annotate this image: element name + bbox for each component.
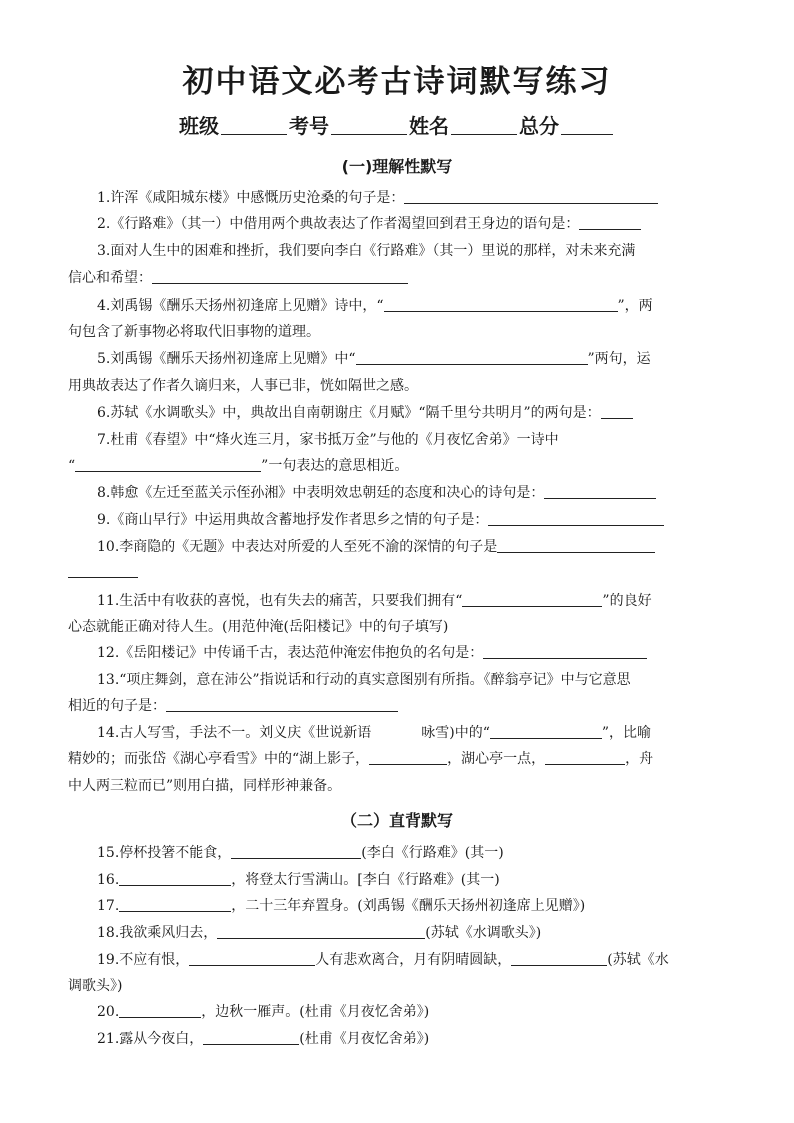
question-text: 人有悲欢离合，月有阴晴圆缺， [315, 952, 512, 968]
answer-blank[interactable] [404, 189, 658, 204]
question-7-cont [68, 456, 408, 476]
answer-blank[interactable] [579, 215, 641, 230]
class-blank[interactable] [221, 116, 287, 135]
question-text: 6.苏轼《水调歌头》中，典故出自南朝谢庄《月赋》“隔千里兮共明月”的两句是： [97, 405, 601, 421]
exam-number-label: 考号 [289, 114, 329, 138]
class-label: 班级 [179, 114, 219, 138]
section-heading-recitation: （二）直背默写 [340, 811, 453, 830]
answer-blank[interactable] [68, 563, 138, 578]
question-5 [97, 349, 651, 369]
question-text: 21.露从今夜白， [97, 1031, 204, 1047]
answer-blank[interactable] [497, 538, 655, 553]
answer-blank[interactable] [545, 750, 625, 765]
question-text: 咏雪)中的“ [421, 725, 490, 741]
question-9 [97, 510, 664, 530]
question-text: (苏轼《水调歌头》) [425, 925, 542, 941]
worksheet-title: 初中语文必考古诗词默写练习 [182, 64, 612, 100]
question-10 [97, 537, 655, 557]
question-text: 11.生活中有收获的喜悦，也有失去的痛苦，只要我们拥有“ [97, 593, 463, 609]
answer-blank[interactable] [75, 457, 261, 472]
question-text: (李白《行路难》(其一) [361, 845, 504, 861]
answer-blank[interactable] [544, 484, 656, 499]
question-17 [97, 896, 585, 916]
student-info-row [0, 110, 794, 139]
question-4-cont [68, 322, 320, 342]
question-4 [97, 296, 653, 316]
question-18 [97, 923, 541, 943]
question-13-cont [68, 696, 398, 716]
question-14-cont [68, 749, 653, 769]
question-3-cont [68, 268, 408, 288]
name-blank[interactable] [451, 116, 517, 135]
question-text: 精妙的；而张岱《湖心亭看雪》中的“湖上影子， [68, 751, 370, 767]
answer-blank[interactable] [231, 844, 361, 859]
question-19-cont [68, 976, 122, 996]
question-text: ，湖心亭一点， [447, 751, 546, 767]
question-11-cont [68, 617, 448, 637]
answer-blank[interactable] [356, 350, 588, 365]
question-text: 8.韩愈《左迁至蓝关示侄孙湘》中表明效忠朝廷的态度和决心的诗句是： [97, 485, 545, 501]
question-text: ”，两 [617, 298, 653, 314]
question-2 [97, 214, 641, 234]
question-text: 15.停杯投箸不能食， [97, 845, 232, 861]
question-text: “ [68, 458, 76, 474]
question-text: ”，比喻 [601, 725, 652, 741]
question-text: 句包含了新事物必将取代旧事物的道理。 [68, 324, 320, 340]
question-text: 19.不应有恨， [97, 952, 190, 968]
question-10-cont [68, 562, 138, 582]
question-text: 相近的句子是： [68, 698, 166, 714]
question-text: ，舟 [625, 751, 654, 767]
question-text: 20. [97, 1004, 120, 1020]
question-text: 17. [97, 898, 120, 914]
question-text: (杜甫《月夜忆舍弟》) [299, 1031, 430, 1047]
question-text: 2.《行路难》（其一）中借用两个典故表达了作者渴望回到君王身边的语句是： [97, 216, 580, 232]
question-text: ，将登太行雪满山。[李白《行路难》(其一) [231, 872, 500, 888]
question-text: 12.《岳阳楼记》中传诵千古，表达范仲淹宏伟抱负的名句是： [97, 645, 484, 661]
question-text: 10.李商隐的《无题》中表达对所爱的人至死不渝的深情的句子是 [97, 539, 498, 555]
question-5-cont [68, 376, 418, 396]
question-text: 16. [97, 872, 120, 888]
question-text: 7.杜甫《春望》中“烽火连三月，家书抵万金”与他的《月夜忆舍弟》一诗中 [97, 432, 559, 448]
answer-blank[interactable] [601, 404, 633, 419]
question-text: 心态就能正确对待人生。(用范仲淹(岳阳楼记》中的句子填写) [68, 619, 449, 635]
question-text: 调歌头》) [68, 978, 123, 994]
answer-blank[interactable] [462, 592, 602, 607]
question-15 [97, 843, 504, 863]
question-8 [97, 483, 656, 503]
total-score-label: 总分 [519, 114, 559, 138]
question-text: ，二十三年弃置身。(刘禹锡《酬乐天扬州初逢席上见赠》) [231, 898, 586, 914]
answer-blank[interactable] [511, 951, 607, 966]
question-text: 13.“项庄舞剑，意在沛公”指说话和行动的真实意图别有所指。《醉翁亭记》中与它意思 [97, 672, 631, 688]
question-text: 用典故表达了作者久谪归来，人事已非，恍如隔世之感。 [68, 378, 418, 394]
total-score-blank[interactable] [561, 116, 613, 135]
question-11 [97, 591, 652, 611]
answer-blank[interactable] [189, 951, 315, 966]
answer-blank[interactable] [119, 871, 231, 886]
question-text: 1.许浑《咸阳城东楼》中感慨历史沧桑的句子是： [97, 190, 405, 206]
answer-blank[interactable] [166, 697, 398, 712]
question-text: 9.《商山早行》中运用典故含蓄地抒发作者思乡之情的句子是： [97, 512, 489, 528]
answer-blank[interactable] [369, 750, 447, 765]
question-13 [97, 670, 631, 690]
question-text: 3.面对人生中的困难和挫折，我们要向李白《行路难》（其一）里说的那样，对未来充满 [97, 243, 636, 259]
question-16 [97, 870, 500, 890]
question-14-cont-2 [68, 776, 341, 796]
question-text: (苏轼《水 [607, 952, 669, 968]
question-20 [97, 1002, 429, 1022]
question-text: 18.我欲乘风归去， [97, 925, 218, 941]
question-text: ”两句，运 [587, 351, 651, 367]
question-19 [97, 950, 669, 970]
question-text: 中人两三粒而已”则用白描，同样形神兼备。 [68, 778, 342, 794]
answer-blank[interactable] [203, 1030, 299, 1045]
answer-blank[interactable] [217, 924, 425, 939]
question-text: ，边秋一雁声。(杜甫《月夜忆舍弟》) [201, 1004, 430, 1020]
question-text: ”的良好 [602, 593, 652, 609]
question-3 [97, 241, 635, 261]
section-heading-comprehension: (一)理解性默写 [341, 157, 453, 176]
answer-blank[interactable] [483, 644, 647, 659]
answer-blank[interactable] [119, 897, 231, 912]
answer-blank[interactable] [488, 511, 664, 526]
exam-number-blank[interactable] [331, 116, 407, 135]
answer-blank[interactable] [384, 297, 618, 312]
answer-blank[interactable] [490, 724, 602, 739]
question-6 [97, 403, 633, 423]
question-1 [97, 188, 658, 208]
answer-blank[interactable] [152, 269, 408, 284]
question-text: 14.古人写雪，手法不一。刘义庆《世说新语 [97, 725, 372, 741]
question-text: 信心和希望： [68, 270, 152, 286]
question-text: ”一句表达的意思相近。 [261, 458, 409, 474]
question-14 [97, 723, 651, 743]
question-12 [97, 643, 647, 663]
answer-blank[interactable] [119, 1003, 201, 1018]
question-21 [97, 1029, 429, 1049]
question-text: 4.刘禹锡《酬乐天扬州初逢席上见赠》诗中，“ [97, 298, 384, 314]
question-7 [97, 430, 559, 450]
name-label: 姓名 [409, 114, 449, 138]
question-text: 5.刘禹锡《酬乐天扬州初逢席上见赠》中“ [97, 351, 356, 367]
